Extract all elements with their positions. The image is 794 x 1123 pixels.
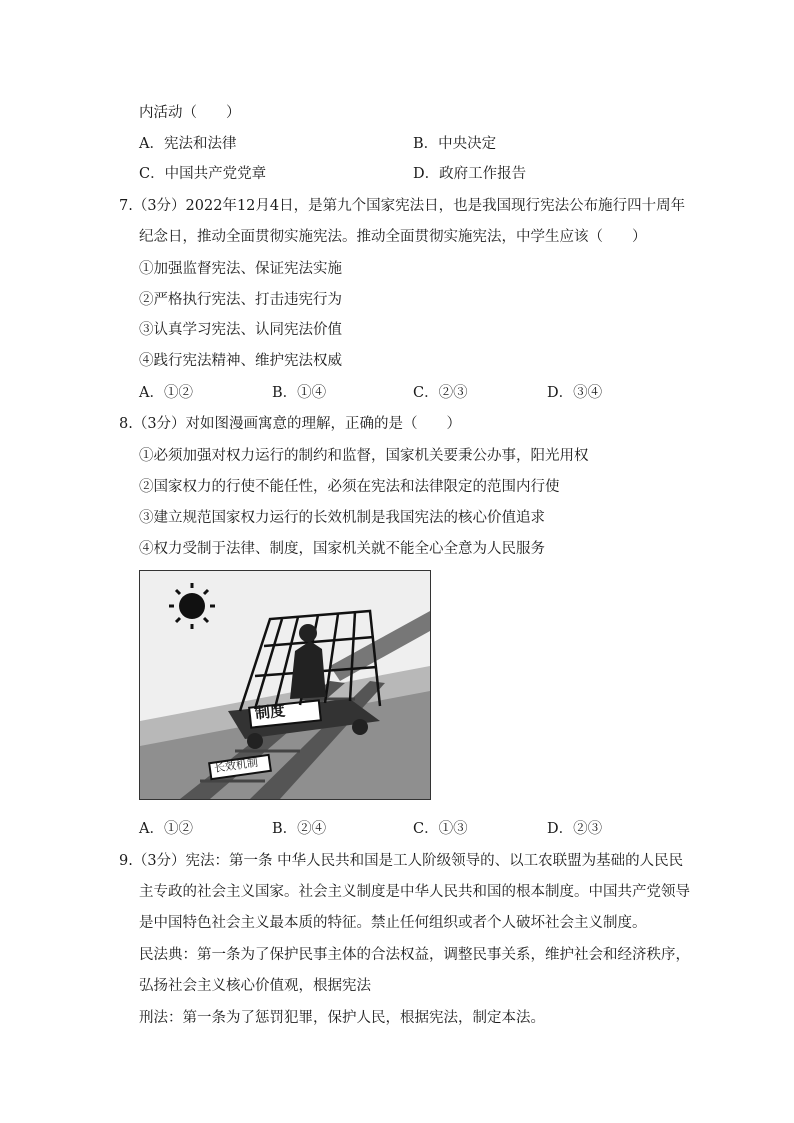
q7-stem-line1: 7.（3分）2022年12月4日，是第九个国家宪法日，也是我国现行宪法公布施行四十周年 bbox=[119, 198, 686, 214]
comic-illustration bbox=[139, 570, 431, 800]
q6-option-a[interactable]: A．宪法和法律 bbox=[139, 136, 237, 152]
q8-option-b[interactable]: B．②④ bbox=[272, 821, 327, 837]
q9-line-3: 是中国特色社会主义最本质的特征。禁止任何组织或者个人破坏社会主义制度。 bbox=[139, 915, 647, 931]
q7-option-b[interactable]: B．①④ bbox=[272, 385, 327, 401]
q8-option-c[interactable]: C．①③ bbox=[413, 821, 468, 837]
q6-option-c[interactable]: C．中国共产党党章 bbox=[139, 166, 267, 182]
q9-line-1: 9.（3分）宪法：第一条 中华人民共和国是工人阶级领导的、以工农联盟为基础的人民民 bbox=[119, 853, 684, 869]
q8-item-1: ①必须加强对权力运行的制约和监督，国家机关要秉公办事，阳光用权 bbox=[139, 448, 589, 464]
q9-line-5: 弘扬社会主义核心价值观，根据宪法 bbox=[139, 978, 371, 994]
q8-item-4: ④权力受制于法律、制度，国家机关就不能全心全意为人民服务 bbox=[139, 541, 545, 557]
q7-item-4: ④践行宪法精神、维护宪法权威 bbox=[139, 353, 342, 369]
q9-line-4: 民法典：第一条为了保护民事主体的合法权益，调整民事关系，维护社会和经济秩序， bbox=[139, 947, 690, 963]
q6-option-d[interactable]: D．政府工作报告 bbox=[413, 166, 527, 182]
q8-option-a[interactable]: A．①② bbox=[139, 821, 193, 837]
q8-item-2: ②国家权力的行使不能任性，必须在宪法和法律限定的范围内行使 bbox=[139, 479, 560, 495]
q7-option-c[interactable]: C．②③ bbox=[413, 385, 468, 401]
cart-label: 制度 bbox=[254, 701, 286, 723]
q7-option-d[interactable]: D．③④ bbox=[547, 385, 603, 401]
q8-option-d[interactable]: D．②③ bbox=[547, 821, 603, 837]
q7-option-a[interactable]: A．①② bbox=[139, 385, 193, 401]
q6-stem-tail: 内活动（ ） bbox=[139, 105, 241, 121]
q8-stem: 8.（3分）对如图漫画寓意的理解，正确的是（ ） bbox=[119, 416, 462, 432]
q9-line-6: 刑法：第一条为了惩罚犯罪，保护人民，根据宪法，制定本法。 bbox=[139, 1010, 545, 1026]
q7-item-1: ①加强监督宪法、保证宪法实施 bbox=[139, 261, 342, 277]
comic-drawing bbox=[140, 571, 430, 799]
q7-item-3: ③认真学习宪法、认同宪法价值 bbox=[139, 322, 342, 338]
q9-line-2: 主专政的社会主义国家。社会主义制度是中华人民共和国的根本制度。中国共产党领导 bbox=[139, 884, 690, 900]
q8-item-3: ③建立规范国家权力运行的长效机制是我国宪法的核心价值追求 bbox=[139, 510, 545, 526]
q6-option-b[interactable]: B．中央决定 bbox=[413, 136, 497, 152]
q7-stem-line2: 纪念日，推动全面贯彻实施宪法。推动全面贯彻实施宪法，中学生应该（ ） bbox=[139, 229, 647, 245]
plate-label: 长效机制 bbox=[213, 755, 259, 775]
q7-item-2: ②严格执行宪法、打击违宪行为 bbox=[139, 292, 342, 308]
